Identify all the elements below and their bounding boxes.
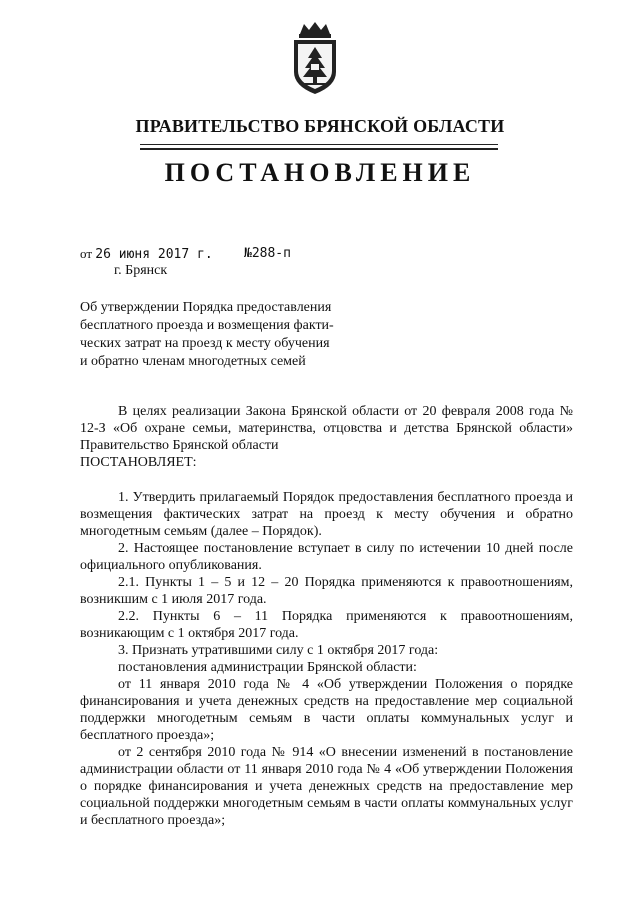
- subject-line: бесплатного проезда и возмещения факти-: [80, 318, 334, 333]
- preamble-paragraph: В целях реализации Закона Брянской области от 20 февраля 2008 года № 12-З «Об охране семьи, материнства, отцовства и детства Брянской области» Правительство Брянской области: [80, 404, 573, 453]
- item-paragraph: постановления администрации Брянской области:: [118, 660, 417, 675]
- item-paragraph: от 2 сентября 2010 года № 914 «О внесении изменений в постановление администрации области от 11 января 2010 года № 4 «Об утверждении Положения о порядке финансирования и учета денежных средств на предоставление мер социальной поддержки многодетным семьям в части оплаты коммунальных услуг и бесплатного проезда»;: [80, 745, 573, 828]
- document-body: [80, 403, 573, 829]
- item-paragraph: 3. Признать утратившими силу с 1 октября 2017 года:: [118, 643, 439, 658]
- document-type-title: ПОСТАНОВЛЕНИЕ: [164, 158, 476, 187]
- item-paragraph: 2. Настоящее постановление вступает в силу по истечении 10 дней после официального опубликования.: [80, 541, 573, 573]
- subject-line: ческих затрат на проезд к месту обучения: [80, 336, 330, 351]
- coat-of-arms-emblem: [286, 20, 344, 96]
- document-date: [80, 246, 213, 262]
- resolves-heading: ПОСТАНОВЛЯЕТ:: [80, 455, 197, 470]
- document-subject: [80, 299, 380, 371]
- item-paragraph: 1. Утвердить прилагаемый Порядок предоставления бесплатного проезда и возмещения фактических затрат на проезд к месту обучения и обратно многодетным семьям (далее – Порядок).: [80, 490, 573, 539]
- date-value: 26 июня 2017 г.: [95, 247, 213, 262]
- document-city: г. Брянск: [114, 263, 168, 278]
- document-number: №288-п: [244, 246, 291, 261]
- item-paragraph: от 11 января 2010 года № 4 «Об утверждении Положения о порядке финансирования и учета денежных средств на предоставление мер социальной поддержки многодетным семьям в части оплаты коммунальных услуг и бесплатного проезда»;: [80, 677, 573, 743]
- date-prefix: от: [80, 246, 93, 261]
- organization-title: ПРАВИТЕЛЬСТВО БРЯНСКОЙ ОБЛАСТИ: [135, 116, 505, 136]
- subject-line: Об утверждении Порядка предоставления: [80, 300, 332, 315]
- item-paragraph: 2.2. Пункты 6 – 11 Порядка применяются к правоотношениям, возникающим с 1 октября 2017 года.: [80, 609, 573, 641]
- header-rule-thick: [140, 148, 498, 150]
- subject-line: и обратно членам многодетных семей: [80, 354, 306, 369]
- header-rule-thin: [140, 144, 498, 145]
- item-paragraph: 2.1. Пункты 1 – 5 и 12 – 20 Порядка применяются к правоотношениям, возникшим с 1 июля 2017 года.: [80, 575, 573, 607]
